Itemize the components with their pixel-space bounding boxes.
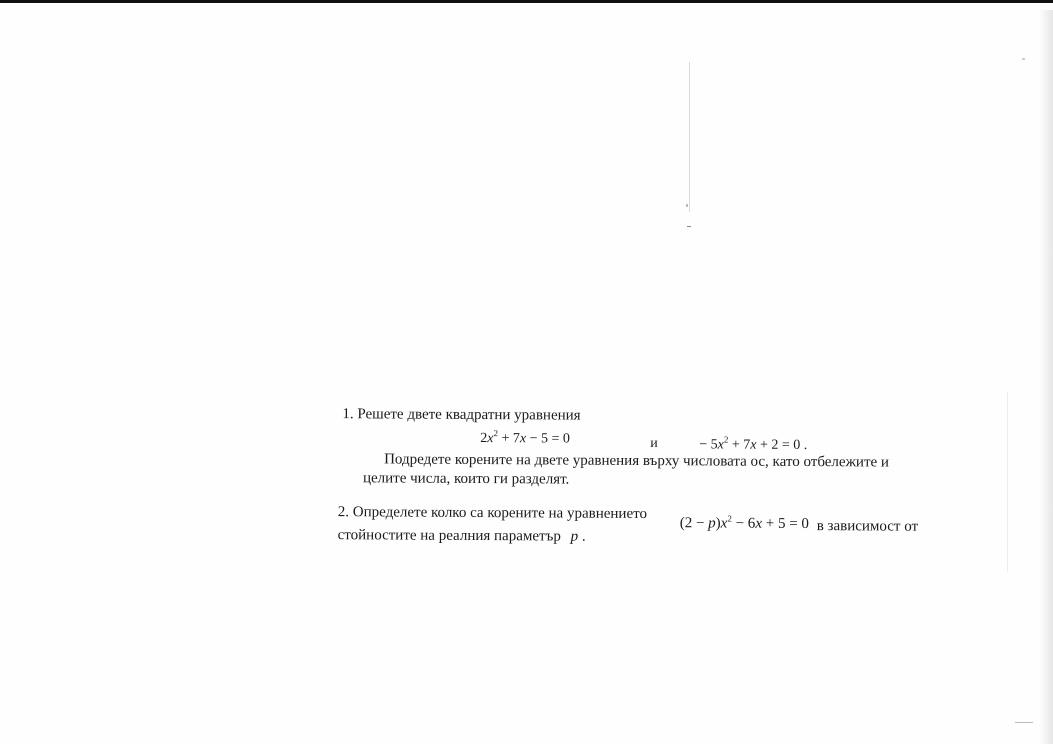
problem-1-text-line-1: Подредете корените на двете уравнения върху числовата ос, като отбележите и: [384, 451, 890, 471]
conjunction: и: [650, 436, 658, 452]
eq3-param-p: p: [708, 515, 716, 532]
eq3-constant: + 5 = 0: [761, 515, 809, 533]
problem-2-line-2-text: стойностите на реалния параметър: [337, 527, 561, 545]
eq1-exponent: 2: [493, 428, 499, 439]
eq2-var-x2: x: [750, 437, 757, 453]
eq1-constant: − 5 = 0: [526, 431, 570, 447]
problem-1-heading: 1. Решете двете квадратни уравнения: [342, 406, 581, 424]
eq3-var-x: x: [720, 515, 728, 532]
eq2-var-x: x: [717, 437, 724, 453]
equation-1: [480, 430, 570, 449]
eq3-exponent: 2: [727, 513, 732, 524]
eq1-var-x: x: [487, 431, 494, 447]
eq1-coef-a: 2: [480, 431, 488, 447]
param-p: p: [570, 528, 579, 545]
equation-3: [680, 514, 809, 533]
eq3-var-x2: x: [755, 515, 763, 532]
eq2-constant: + 2 = 0 .: [756, 437, 808, 454]
problem-2-line-2: [338, 526, 586, 546]
eq1-coef-b: + 7: [497, 431, 520, 447]
eq2-coef-a: − 5: [699, 437, 718, 453]
problem-2-lead: 2. Определете колко са корените на уравнението: [337, 504, 648, 523]
eq3-paren-open: (2 −: [679, 515, 709, 532]
eq2-exponent: 2: [723, 434, 729, 445]
eq2-coef-b: + 7: [728, 437, 751, 453]
problem-2-tail: в зависимост от: [816, 518, 919, 535]
eq3-paren-close: ): [715, 515, 721, 532]
problem-2-line-2-end: .: [578, 528, 586, 545]
problem-1-text-line-2: целите числа, които ги разделят.: [362, 470, 570, 488]
eq3-coef-b: − 6: [731, 515, 756, 532]
eq1-var-x2: x: [519, 431, 527, 447]
